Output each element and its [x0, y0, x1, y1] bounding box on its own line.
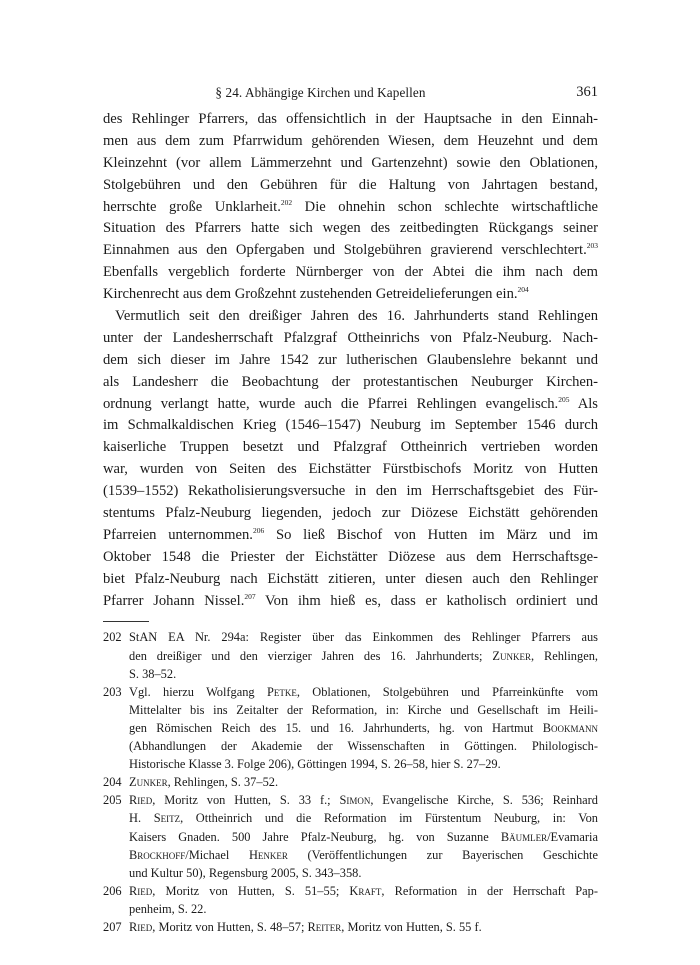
text-run: Einnahmen aus den Opfergaben und Stolgebühren gravierend verschlechtert. — [103, 242, 587, 259]
footnote-line — [129, 683, 598, 701]
footnote-number: 202 — [103, 630, 122, 645]
footnote-text — [129, 791, 598, 881]
body-line: Oktober 1548 die Priester der Eichstätter Diözese aus dem Herrschaftsge- — [103, 548, 598, 565]
author-name: Reiter — [307, 919, 342, 934]
body-text — [103, 109, 598, 612]
footnote-ref-206[interactable]: 206 — [252, 525, 265, 535]
text-run: (Veröffentlichungen zur Bayerischen Geschichte — [287, 847, 598, 862]
text-run: , Moritz von Hutten, S. 33 f.; — [152, 793, 340, 808]
footnote-line: und Kultur 50), Regensburg 2005, S. 343–358. — [129, 865, 362, 880]
footnote-line: (Abhandlungen der Akademie der Wissenschaften in Göttingen. Philologisch- — [129, 739, 598, 754]
text-run: H. — [129, 811, 154, 826]
footnote-line — [129, 773, 598, 791]
body-line — [103, 525, 598, 547]
footnote-203 — [103, 683, 598, 773]
text-run: , Moritz von Hutten, S. 48–57; — [152, 919, 308, 934]
body-line: dem sich dieser im Jahre 1542 zur lutherischen Glaubenslehre bekannt und — [103, 351, 598, 368]
running-header — [103, 85, 598, 109]
body-line: biet Pfalz-Neuburg nach Eichstätt zitieren, unter diesen auch den Rehlinger — [103, 570, 598, 587]
body-line — [103, 394, 598, 416]
book-page — [103, 85, 598, 936]
text-run: ordnung verlangt hatte, wurde auch die Pfarrei Rehlingen evangelisch. — [103, 395, 559, 412]
body-line — [103, 240, 598, 262]
text-run: , Ottheinrich und die Reformation im Fürstentum Neuburg, in: Von — [180, 811, 598, 826]
text-run: , Reformation in der Herrschaft Pap- — [381, 883, 598, 898]
footnote-ref-205[interactable]: 205 — [558, 394, 570, 404]
footnotes — [103, 628, 598, 936]
footnote-line: S. 38–52. — [129, 666, 177, 681]
body-line — [103, 591, 598, 613]
text-run: So ließ Bischof von Hutten im März und im — [264, 526, 598, 543]
footnote-ref-203[interactable]: 203 — [586, 241, 598, 251]
text-run: Die ohnehin schon schlechte wirtschaftliche — [292, 198, 599, 215]
footnote-206 — [103, 882, 598, 918]
text-run: , Rehlingen, S. 37–52. — [167, 775, 279, 790]
footnote-line — [129, 809, 598, 827]
text-run: Von ihm hieß es, dass er katholisch ordiniert und — [255, 592, 598, 609]
text-run: Als — [569, 395, 598, 412]
text-run: Kirchenrecht aus dem Großzehnt zustehenden Getreidelieferungen ein. — [103, 286, 518, 303]
author-name: Simon — [339, 793, 371, 808]
footnote-text — [129, 773, 598, 791]
text-run: den dreißiger und den vierziger Jahren des 16. Jahrhunderts; — [129, 648, 493, 663]
footnote-line — [129, 918, 598, 936]
text-run: , Moritz von Hutten, S. 55 f. — [341, 919, 482, 934]
text-run: , Moritz von Hutten, S. 51–55; — [152, 883, 350, 898]
footnote-207 — [103, 918, 598, 936]
body-line: (1539–1552) Rekatholisierungsversuche in den im Herrschaftsgebiet des Für- — [103, 483, 598, 500]
footnote-line: StAN EA Nr. 294a: Register über das Einkommen des Rehlinger Pfarrers aus — [129, 630, 598, 645]
author-name: Bookmann — [542, 720, 598, 735]
footnote-ref-207[interactable]: 207 — [244, 591, 256, 601]
author-name: Seitz — [153, 811, 181, 826]
footnote-number: 206 — [103, 883, 122, 898]
text-run: /Michael — [185, 847, 249, 862]
author-name: Ried — [129, 883, 153, 898]
text-run: Pfarreien unternommen. — [103, 526, 253, 543]
text-run: , Oblationen, Stolgebühren und Pfarreinkünfte vom — [296, 684, 598, 699]
footnote-line — [129, 647, 598, 665]
body-line — [103, 284, 598, 306]
running-title: § 24. Abhängige Kirchen und Kapellen — [215, 85, 426, 100]
footnote-text — [129, 882, 598, 918]
text-run: Pfarrer Johann Nissel. — [103, 592, 245, 609]
footnote-text — [129, 683, 598, 773]
footnote-204 — [103, 773, 598, 791]
footnote-number: 203 — [103, 684, 122, 699]
body-line: men aus dem zum Pfarrwidum gehörenden Wiesen, dem Heuzehnt und dem — [103, 132, 598, 149]
footnote-text — [129, 918, 598, 936]
text-run: Kaisers Gnaden. 500 Jahre Pfalz-Neuburg, hg. von Suzanne — [129, 829, 501, 844]
footnote-ref-202[interactable]: 202 — [280, 197, 293, 207]
footnote-202 — [103, 628, 598, 682]
author-name: Ried — [129, 793, 153, 808]
body-line: Ebenfalls vergeblich forderte Nürnberger von der Abtei die ihm nach dem — [103, 264, 598, 281]
footnote-number: 205 — [103, 793, 122, 808]
body-line: Kleinzehnt (vor allem Lämmerzehnt und Gartenzehnt) sowie den Oblationen, — [103, 154, 598, 171]
footnote-line: Mittelalter bis ins Zeitalter der Reformation, in: Kirche und Gesellschaft im Heili- — [129, 702, 598, 717]
text-run: gen Römischen Reich des 15. und 16. Jahrhunderts, hg. von Hartmut — [129, 720, 543, 735]
body-line: als Landesherr die Beobachtung der protestantischen Neuburger Kirchen- — [103, 373, 598, 390]
footnote-number: 204 — [103, 775, 122, 790]
body-line — [103, 197, 598, 219]
author-name: Zunker — [492, 648, 531, 663]
page-number: 361 — [576, 84, 598, 100]
text-run: Vgl. hierzu Wolfgang — [129, 684, 267, 699]
text-run: , Rehlingen, — [530, 648, 598, 663]
author-name: Henker — [248, 847, 288, 862]
author-name: Bäumler — [500, 829, 548, 844]
footnote-separator — [103, 621, 149, 622]
footnote-line: penheim, S. 22. — [129, 901, 207, 916]
author-name: Kraft — [349, 883, 382, 898]
body-line: Situation des Pfarrers hatte sich wegen des zeitbedingten Rückgangs seiner — [103, 220, 598, 237]
body-line: Stolgebühren und den Gebühren für die Haltung von Jahrtagen bestand, — [103, 176, 598, 193]
footnote-line — [129, 719, 598, 737]
footnote-line — [129, 846, 598, 864]
footnote-line — [129, 791, 598, 809]
author-name: Petke — [266, 684, 297, 699]
footnote-number: 207 — [103, 919, 122, 934]
author-name: Ried — [129, 919, 153, 934]
footnote-205 — [103, 791, 598, 881]
footnote-text — [129, 628, 598, 682]
body-line: unter der Landesherrschaft Pfalzgraf Ottheinrichs von Pfalz-Neuburg. Nach- — [103, 329, 598, 346]
footnote-line: Historische Klasse 3. Folge 206), Göttingen 1994, S. 26–58, hier S. 27–29. — [129, 757, 501, 772]
footnote-line — [129, 882, 598, 900]
footnote-line — [129, 828, 598, 846]
body-line: des Rehlinger Pfarrers, das offensichtlich in der Hauptsache in den Einnah- — [103, 111, 598, 127]
body-line: war, wurden von Seiten des Eichstätter Fürstbischofs Moritz von Hutten — [103, 461, 598, 478]
text-run: , Evangelische Kirche, S. 536; Reinhard — [370, 793, 598, 808]
text-run: /Evamaria — [547, 829, 598, 844]
body-line: Vermutlich seit den dreißiger Jahren des 16. Jahrhunderts stand Rehlingen — [115, 308, 598, 325]
footnote-ref-204[interactable]: 204 — [517, 285, 529, 295]
body-line: stentums Pfalz-Neuburg liegenden, jedoch zur Diözese Eichstätt gehörenden — [103, 505, 598, 522]
body-line: im Schmalkaldischen Krieg (1546–1547) Neuburg im September 1546 durch — [103, 417, 598, 434]
text-run: herrschte große Unklarheit. — [103, 198, 281, 215]
author-name: Brockhoff — [129, 847, 186, 862]
author-name: Zunker — [129, 775, 168, 790]
body-line: kaiserliche Truppen besetzt und Pfalzgraf Ottheinrich vertrieben worden — [103, 439, 598, 456]
